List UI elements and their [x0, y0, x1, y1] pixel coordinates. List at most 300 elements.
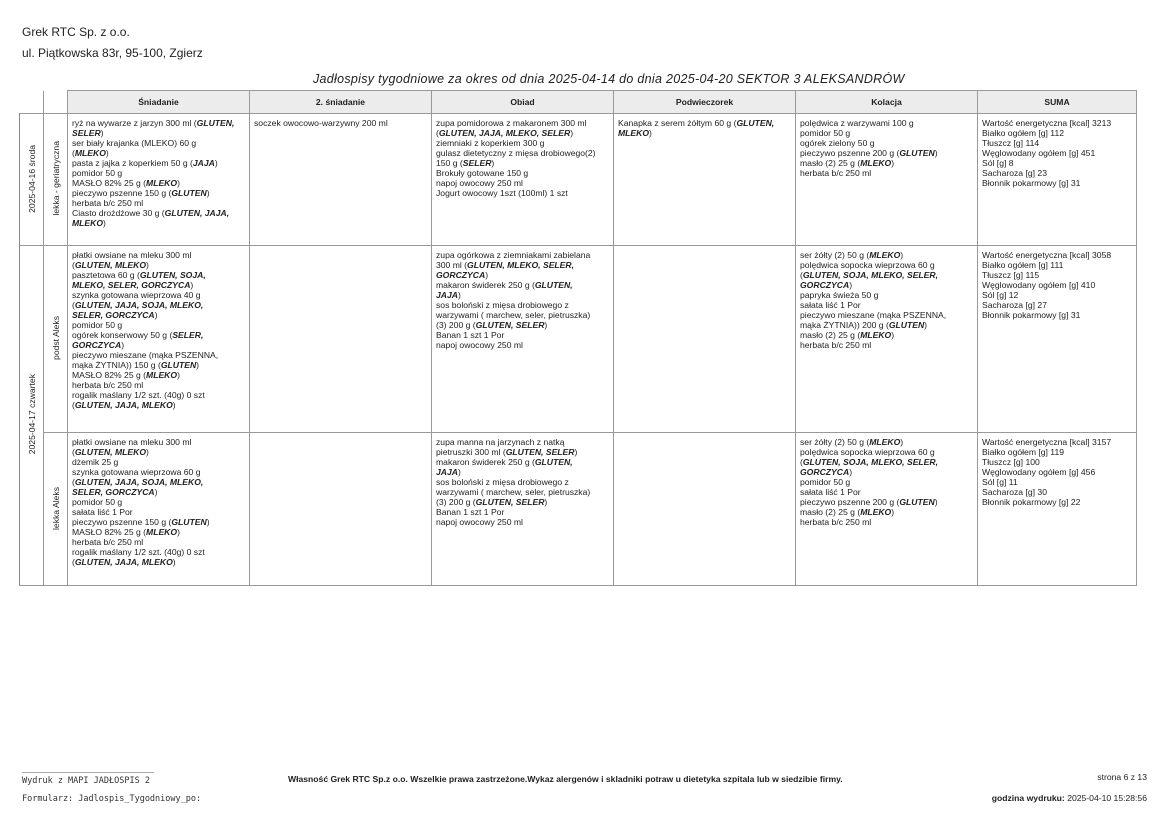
item-text: pieczywo pszenne 200 g ( [800, 148, 900, 158]
menu-item-line [800, 118, 973, 128]
item-text: ) [649, 128, 652, 138]
allergen-text: GORCZYCA [800, 467, 850, 477]
item-text: ) [891, 507, 895, 517]
menu-item-line [72, 390, 245, 400]
menu-item-line [72, 477, 245, 487]
item-text: (3) 200 g ( [436, 320, 476, 330]
menu-item-line [436, 330, 609, 340]
nutrition-line [982, 138, 1132, 148]
table-row [20, 433, 1137, 586]
menu-item-line [72, 487, 245, 497]
item-text: pomidor 50 g [72, 320, 123, 330]
allergen-text: GLUTEN [171, 188, 207, 198]
item-text: warzywami ( marchew, seler, pietruszka) [436, 310, 591, 320]
company-header [22, 22, 203, 64]
item-text: ser żółty (2) 50 g ( [800, 437, 870, 447]
nutrition-line [982, 457, 1132, 467]
menu-item-line [72, 340, 245, 350]
item-text: ) [934, 148, 938, 158]
item-text: 150 g ( [436, 158, 463, 168]
menu-item-line [800, 340, 973, 350]
item-text: ) [177, 178, 180, 188]
menu-item-line [72, 457, 245, 467]
menu-item-line [72, 437, 245, 447]
diet-cell [44, 114, 68, 246]
menu-item-line [72, 158, 245, 168]
meal-cell-breakfast [68, 433, 250, 586]
menu-item-line [436, 290, 609, 300]
menu-item-line [436, 447, 609, 457]
item-text: ) [891, 330, 895, 340]
item-text: (3) 200 g ( [436, 497, 476, 507]
menu-item-line [800, 477, 973, 487]
meal-cell-dinner [796, 114, 978, 246]
menu-item-line [436, 168, 609, 178]
menu-item-line [72, 260, 245, 270]
item-text: MASŁO 82% 25 g ( [72, 370, 147, 380]
item-text: ser żółty (2) 50 g ( [800, 250, 870, 260]
menu-item-line [800, 497, 973, 507]
weekly-menu-table [19, 90, 1137, 586]
column-header-sum: SUMA [978, 91, 1137, 114]
menu-item-line [72, 547, 245, 557]
nutrition-line [982, 250, 1132, 260]
nutrition-line [982, 118, 1132, 128]
table-row [20, 114, 1137, 246]
column-header-afternoon-snack: Podwieczorek [614, 91, 796, 114]
allergen-text: GLUTEN, [534, 280, 573, 290]
menu-item-line [800, 437, 973, 447]
item-text: sałata liść 1 Por [800, 300, 861, 310]
item-text: gulasz dietetyczny z mięsa drobiowego(2) [436, 148, 596, 158]
allergen-text: SELER [72, 128, 101, 138]
menu-item-line [800, 300, 973, 310]
item-text: pomidor 50 g [72, 497, 123, 507]
allergen-text: SELER, GORCZYCA [72, 487, 155, 497]
item-text: ( [72, 447, 75, 457]
column-header-dinner: Kolacja [796, 91, 978, 114]
item-text: ( [800, 457, 803, 467]
day-label: 2025-04-16 środa [26, 144, 37, 213]
menu-item-line [800, 270, 973, 280]
item-text: ) [196, 360, 200, 370]
menu-item-line [436, 158, 609, 168]
allergen-text: GLUTEN [899, 148, 935, 158]
item-text: soczek owocowo-warzywny 200 ml [254, 118, 388, 128]
item-text: ) [457, 290, 461, 300]
allergen-text: MLEKO [146, 370, 178, 380]
allergen-text: GLUTEN, MLEKO [74, 447, 147, 457]
menu-item-line [436, 188, 609, 198]
meal-cell-afternoon-snack [614, 433, 796, 586]
menu-item-line [800, 158, 973, 168]
menu-item-line [72, 300, 245, 310]
item-text: ( [72, 148, 75, 158]
item-text: Węglowodany ogółem [g] 451 [982, 148, 1096, 158]
menu-item-line [436, 128, 609, 138]
item-text: zupa pomidorowa z makaronem 300 ml [436, 118, 587, 128]
allergen-text: JAJA [436, 290, 458, 300]
column-header-second-breakfast: 2. śniadanie [250, 91, 432, 114]
item-text: Białko ogółem [g] 119 [982, 447, 1065, 457]
allergen-text: GLUTEN, MLEKO, SELER, [467, 260, 574, 270]
menu-item-line [800, 280, 973, 290]
allergen-text: GLUTEN, JAJA, [164, 208, 230, 218]
item-text: ) [190, 280, 194, 290]
menu-item-line [436, 477, 609, 487]
menu-item-line [436, 517, 609, 527]
item-text: ) [177, 370, 180, 380]
item-text: ( [72, 477, 75, 487]
allergen-text: GORCZYCA [436, 270, 486, 280]
nutrition-line [982, 487, 1132, 497]
item-text: pieczywo pszenne 200 g ( [800, 497, 900, 507]
allergen-text: SELER [462, 158, 492, 168]
day-label: 2025-04-17 czwartek [26, 374, 37, 455]
item-text: Ciasto drożdżowe 30 g ( [72, 208, 165, 218]
print-time-label: godzina wydruku: [991, 793, 1065, 803]
allergen-text: MLEKO [146, 178, 178, 188]
menu-item-line [72, 178, 245, 188]
menu-item-line [618, 128, 791, 138]
meal-cell-second-breakfast [250, 114, 432, 246]
item-text: Błonnik pokarmowy [g] 31 [982, 178, 1081, 188]
form-name: Formularz: Jadlospis_Tygodniowy_po: [22, 794, 202, 804]
meal-cell-lunch [432, 433, 614, 586]
allergen-text: JAJA [192, 158, 215, 168]
menu-item-line [72, 507, 245, 517]
menu-item-line [800, 320, 973, 330]
menu-item-line [436, 457, 609, 467]
item-text: szynka gotowana wieprzowa 40 g [72, 290, 201, 300]
item-text: ) [103, 218, 106, 228]
allergen-text: GLUTEN, JAJA, MLEKO [74, 557, 173, 567]
menu-item-line [436, 437, 609, 447]
allergen-text: GLUTEN [160, 360, 197, 370]
page-number: strona 6 z 13 [1097, 772, 1147, 782]
menu-item-line [800, 290, 973, 300]
nutrition-line [982, 280, 1132, 290]
allergen-text: MLEKO [74, 148, 106, 158]
menu-item-line [72, 330, 245, 340]
item-text: Banan 1 szt 1 Por [436, 330, 505, 340]
menu-item-line [436, 250, 609, 260]
meal-cell-lunch [432, 246, 614, 433]
item-text: płatki owsiane na mleku 300 ml [72, 437, 192, 447]
menu-item-line [800, 330, 973, 340]
allergen-text: SELER, GORCZYCA [72, 310, 155, 320]
menu-item-line [72, 320, 245, 330]
meal-cell-lunch [432, 114, 614, 246]
allergen-text: GLUTEN, JAJA, MLEKO, SELER [438, 128, 571, 138]
item-text: Kanapka z serem żółtym 60 g ( [618, 118, 737, 128]
item-text: ( [72, 557, 75, 567]
item-text: pasztetowa 60 g ( [72, 270, 140, 280]
meal-cell-afternoon-snack [614, 246, 796, 433]
menu-item-line [72, 557, 245, 567]
allergen-text: GLUTEN [899, 497, 935, 507]
menu-item-line [72, 188, 245, 198]
item-text: ) [105, 148, 109, 158]
menu-item-line [436, 300, 609, 310]
item-text: pasta z jajka z koperkiem 50 g ( [72, 158, 193, 168]
menu-item-line [72, 218, 245, 228]
nutrition-line [982, 178, 1132, 188]
allergen-text: GLUTEN, JAJA, SOJA, MLEKO, [74, 300, 204, 310]
item-text: sos boloński z mięsa drobiowego z [436, 477, 569, 487]
menu-item-line [436, 467, 609, 477]
item-text: Sacharoza [g] 27 [982, 300, 1047, 310]
item-text: ( [800, 270, 803, 280]
allergen-text: GLUTEN, [736, 118, 775, 128]
meal-cell-second-breakfast [250, 433, 432, 586]
item-text: MASŁO 82% 25 g ( [72, 178, 147, 188]
print-time-value: 2025-04-10 15:28:56 [1067, 793, 1147, 803]
nutrition-summary-cell [978, 433, 1137, 586]
nutrition-summary-cell [978, 114, 1137, 246]
nutrition-line [982, 270, 1132, 280]
item-text: ) [172, 400, 176, 410]
allergen-text: GLUTEN, [196, 118, 235, 128]
item-text: ) [891, 158, 895, 168]
menu-item-line [72, 310, 245, 320]
nutrition-line [982, 497, 1132, 507]
table-row [20, 246, 1137, 433]
item-text: ) [849, 280, 853, 290]
allergen-text: GORCZYCA [800, 280, 850, 290]
item-text: ( [72, 260, 75, 270]
menu-item-line [72, 380, 245, 390]
day-cell [20, 114, 44, 246]
menu-item-line [800, 128, 973, 138]
item-text: Białko ogółem [g] 111 [982, 260, 1064, 270]
item-text: ) [574, 447, 578, 457]
item-text: ) [172, 557, 176, 567]
item-text: ( [72, 400, 75, 410]
item-text: ) [146, 447, 149, 457]
nutrition-line [982, 477, 1132, 487]
meal-cell-afternoon-snack [614, 114, 796, 246]
item-text: masło (2) 25 g ( [800, 507, 861, 517]
item-text: 300 ml ( [436, 260, 468, 270]
item-text: dżemik 25 g [72, 457, 119, 467]
menu-item-line [72, 148, 245, 158]
item-text: pieczywo pszenne 150 g ( [72, 188, 172, 198]
menu-item-line [72, 118, 245, 128]
item-text: napoj owocowy 250 ml [436, 340, 523, 350]
item-text: Tłuszcz [g] 100 [982, 457, 1040, 467]
diet-label: lekka Aleks [50, 486, 61, 530]
item-text: ) [154, 487, 158, 497]
item-text: ( [72, 300, 75, 310]
item-text: makaron świderek 250 g ( [436, 280, 535, 290]
menu-item-line [72, 208, 245, 218]
item-text: Sól [g] 11 [982, 477, 1018, 487]
menu-item-line [618, 118, 791, 128]
item-text: herbata b/c 250 ml [800, 168, 872, 178]
item-text: ) [491, 158, 495, 168]
allergen-text: MLEKO [72, 218, 104, 228]
item-text: makaron świderek 250 g ( [436, 457, 535, 467]
company-address: ul. Piątkowska 83r, 95-100, Zgierz [22, 46, 203, 60]
allergen-text: GLUTEN, [534, 457, 573, 467]
nutrition-summary-cell [978, 246, 1137, 433]
item-text: Banan 1 szt 1 Por [436, 507, 505, 517]
item-text: ) [100, 128, 104, 138]
allergen-text: MLEKO [860, 507, 892, 517]
company-name: Grek RTC Sp. z o.o. [22, 25, 130, 39]
item-text: pomidor 50 g [800, 477, 851, 487]
menu-item-line [72, 497, 245, 507]
nutrition-line [982, 260, 1132, 270]
allergen-text: GLUTEN, SOJA, [139, 270, 206, 280]
item-text: ( [436, 128, 439, 138]
allergen-text: GLUTEN, JAJA, MLEKO [74, 400, 173, 410]
item-text: ogórek konserwowy 50 g ( [72, 330, 173, 340]
meal-cell-breakfast [68, 114, 250, 246]
nutrition-line [982, 290, 1132, 300]
menu-item-line [800, 250, 973, 260]
menu-item-line [72, 168, 245, 178]
diet-label: podst Aleks [50, 316, 61, 360]
day-cell [20, 246, 44, 586]
nutrition-line [982, 467, 1132, 477]
allergen-text: MLEKO [146, 527, 178, 537]
item-text: Brokuły gotowane 150 g [436, 168, 529, 178]
item-text: herbata b/c 250 ml [72, 198, 144, 208]
item-text: ) [146, 260, 149, 270]
allergen-text: GLUTEN, SELER [475, 497, 545, 507]
item-text: Węglowodany ogółem [g] 410 [982, 280, 1096, 290]
column-header-lunch: Obiad [432, 91, 614, 114]
document-title: Jadłospisy tygodniowe za okres od dnia 2025-04-14 do dnia 2025-04-20 SEKTOR 3 ALEKSANDRÓW [313, 72, 905, 86]
menu-item-line [72, 350, 245, 360]
item-text: Wartość energetyczna [kcal] 3213 [982, 118, 1112, 128]
item-text: masło (2) 25 g ( [800, 158, 861, 168]
item-text: Sacharoza [g] 23 [982, 168, 1047, 178]
item-text: pomidor 50 g [72, 168, 123, 178]
allergen-text: GLUTEN [888, 320, 925, 330]
item-text: zupa manna na jarzynach z natką [436, 437, 565, 447]
item-text: ) [570, 128, 574, 138]
menu-item-line [800, 447, 973, 457]
item-text: MASŁO 82% 25 g ( [72, 527, 147, 537]
allergen-text: SELER, [172, 330, 204, 340]
allergen-text: GLUTEN, SELER [475, 320, 545, 330]
item-text: ) [177, 527, 180, 537]
menu-item-line [72, 128, 245, 138]
item-text: ) [154, 310, 158, 320]
item-text: ) [121, 340, 125, 350]
item-text: Jogurt owocowy 1szt (100ml) 1 szt [436, 188, 568, 198]
allergen-text: GLUTEN, JAJA, SOJA, MLEKO, [74, 477, 204, 487]
item-text: płatki owsiane na mleku 300 ml [72, 250, 192, 260]
item-text: herbata b/c 250 ml [800, 340, 872, 350]
item-text: ) [457, 467, 461, 477]
item-text: Tłuszcz [g] 114 [982, 138, 1040, 148]
menu-item-line [436, 320, 609, 330]
item-text: ryż na wywarze z jarzyn 300 ml ( [72, 118, 197, 128]
table-header-row [20, 91, 1137, 114]
menu-item-line [800, 487, 973, 497]
menu-item-line [436, 340, 609, 350]
menu-item-line [800, 168, 973, 178]
menu-item-line [436, 280, 609, 290]
menu-item-line [800, 517, 973, 527]
menu-item-line [800, 310, 973, 320]
print-source: Wydruk z MAPI JADŁOSPIS 2 [22, 772, 154, 786]
menu-item-line [436, 310, 609, 320]
item-text: sos boloński z mięsa drobiowego z [436, 300, 569, 310]
allergen-text: GORCZYCA [72, 340, 122, 350]
item-text: ) [206, 188, 210, 198]
item-text: Sacharoza [g] 30 [982, 487, 1047, 497]
diet-label: lekka - geriatryczna [50, 141, 61, 216]
menu-item-line [436, 138, 609, 148]
item-text: ) [214, 158, 218, 168]
item-text: papryka świeża 50 g [800, 290, 879, 300]
menu-item-line [72, 290, 245, 300]
item-text: szynka gotowana wieprzowa 60 g [72, 467, 201, 477]
menu-item-line [72, 270, 245, 280]
item-text: Białko ogółem [g] 112 [982, 128, 1065, 138]
menu-item-line [800, 148, 973, 158]
menu-item-line [72, 467, 245, 477]
item-text: sałata liść 1 Por [800, 487, 861, 497]
nutrition-line [982, 300, 1132, 310]
menu-item-line [72, 138, 245, 148]
menu-item-line [72, 447, 245, 457]
menu-item-line [800, 457, 973, 467]
menu-item-line [436, 260, 609, 270]
nutrition-line [982, 437, 1132, 447]
item-text: Błonnik pokarmowy [g] 22 [982, 497, 1081, 507]
allergen-text: GLUTEN, SOJA, MLEKO, SELER, [802, 457, 938, 467]
menu-item-line [72, 537, 245, 547]
menu-item-line [436, 487, 609, 497]
nutrition-line [982, 310, 1132, 320]
item-text: pomidor 50 g [800, 128, 851, 138]
diet-cell [44, 433, 68, 586]
menu-item-line [800, 138, 973, 148]
allergen-text: MLEKO [618, 128, 650, 138]
menu-item-line [800, 467, 973, 477]
item-text: Wartość energetyczna [kcal] 3058 [982, 250, 1112, 260]
menu-item-line [72, 198, 245, 208]
item-text: rogalik maślany 1/2 szt. (40g) 0 szt [72, 390, 205, 400]
column-header-breakfast: Śniadanie [68, 91, 250, 114]
item-text: Węglowodany ogółem [g] 456 [982, 467, 1096, 477]
item-text: napoj owocowy 250 ml [436, 517, 523, 527]
allergen-text: MLEKO [860, 330, 892, 340]
item-text: ziemniaki z koperkiem 300 g [436, 138, 545, 148]
allergen-text: MLEKO [869, 250, 901, 260]
menu-item-line [436, 497, 609, 507]
meal-cell-dinner [796, 433, 978, 586]
nutrition-line [982, 168, 1132, 178]
item-text: ) [485, 270, 489, 280]
item-text: ) [849, 467, 853, 477]
item-text: pietruszki 300 ml ( [436, 447, 506, 457]
allergen-text: MLEKO, SELER, GORCZYCA [72, 280, 191, 290]
item-text: ) [924, 320, 928, 330]
allergen-text: MLEKO [860, 158, 892, 168]
ownership-note: Własność Grek RTC Sp.z o.o. Wszelkie prawa zastrzeżone.Wykaz alergenów i skladniki potraw u dietetyka szpitala lub w siedzibie firmy. [288, 774, 843, 784]
menu-item-line [254, 118, 427, 128]
item-text: pieczywo pszenne 150 g ( [72, 517, 172, 527]
nutrition-line [982, 447, 1132, 457]
item-text: herbata b/c 250 ml [72, 380, 144, 390]
